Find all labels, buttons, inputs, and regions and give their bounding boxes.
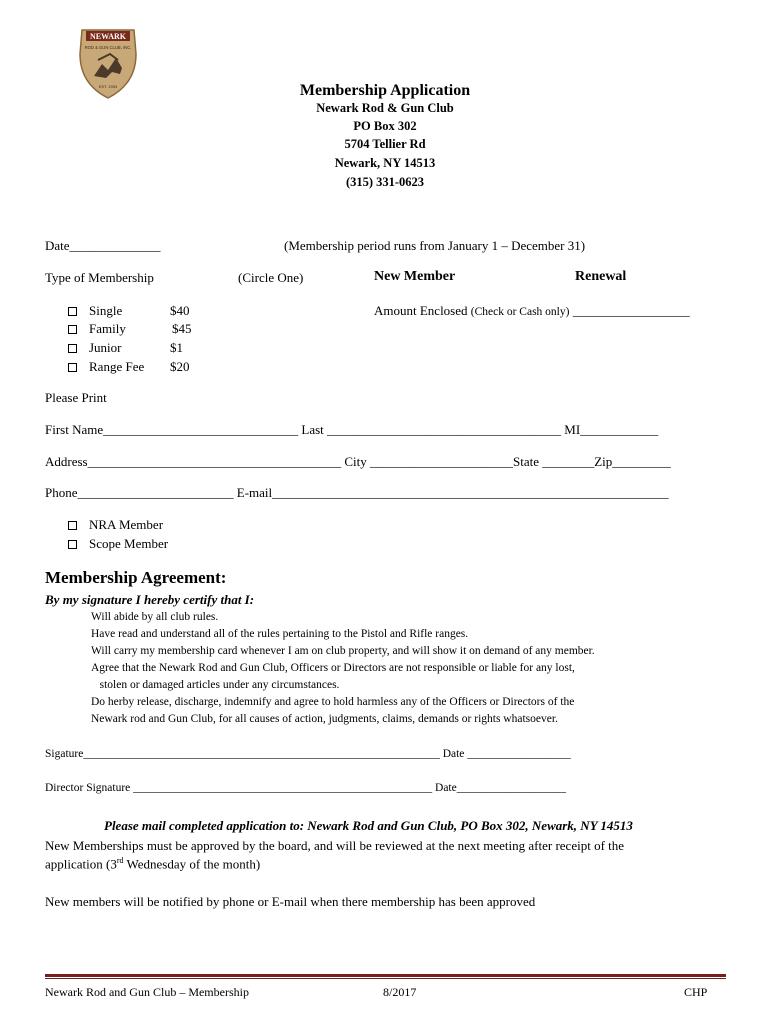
- address-line[interactable]: Address_______________________________________ City ______________________State ________Zip_________: [45, 454, 671, 469]
- agreement-line: Have read and understand all of the rules pertaining to the Pistol and Rifle ranges.: [91, 628, 469, 640]
- footer-date: 8/2017: [383, 985, 417, 999]
- checkbox-icon[interactable]: [68, 363, 77, 372]
- renewal-option[interactable]: Renewal: [575, 269, 627, 284]
- checkbox-icon[interactable]: [68, 344, 77, 353]
- phone-email-line[interactable]: Phone________________________ E-mail_____________________________________________________________: [45, 485, 669, 500]
- amount-enclosed[interactable]: Amount Enclosed (Check or Cash only) __________________: [374, 303, 690, 318]
- notification-note: New members will be notified by phone or E-mail when there membership has been approved: [45, 894, 536, 909]
- director-signature-line[interactable]: Director Signature ____________________________________________________ Date___________________: [45, 782, 566, 794]
- checkbox-icon[interactable]: [68, 307, 77, 316]
- signature-line[interactable]: Sigature______________________________________________________________ Date __________________: [45, 748, 571, 760]
- option-range-fee[interactable]: Range Fee: [68, 359, 144, 375]
- option-single[interactable]: Single: [68, 303, 122, 319]
- footer-right: CHP: [684, 985, 708, 999]
- new-member-option[interactable]: New Member: [374, 269, 456, 284]
- please-print-label: Please Print: [45, 390, 107, 405]
- agreement-line: Newark rod and Gun Club, for all causes of action, judgments, claims, demands or rights whatsoever.: [91, 713, 558, 725]
- footer-divider-thin: [45, 978, 726, 979]
- agreement-line: Will carry my membership card whenever I am on club property, and will show it on demand of any member.: [91, 645, 595, 657]
- logo-bottom: EST. 1953: [98, 84, 118, 89]
- logo-subtext: ROD & GUN CLUB, INC.: [84, 45, 132, 50]
- club-city: Newark, NY 14513: [334, 156, 436, 170]
- option-junior[interactable]: Junior: [68, 340, 122, 356]
- agreement-intro: By my signature I hereby certify that I:: [45, 592, 255, 607]
- option-nra-member[interactable]: NRA Member: [68, 517, 163, 533]
- checkbox-icon[interactable]: [68, 325, 77, 334]
- checkbox-icon[interactable]: [68, 521, 77, 530]
- club-po-box: PO Box 302: [353, 119, 417, 133]
- agreement-line: Will abide by all club rules.: [91, 611, 219, 623]
- circle-one-note: (Circle One): [238, 270, 304, 285]
- club-name: Newark Rod & Gun Club: [316, 101, 454, 115]
- footer-left: Newark Rod and Gun Club – Membership: [45, 985, 249, 999]
- agreement-line: stolen or damaged articles under any circumstances.: [91, 679, 340, 691]
- option-family[interactable]: Family: [68, 321, 126, 337]
- agreement-line: Agree that the Newark Rod and Gun Club, Officers or Directors are not responsible or liable for any lost,: [91, 662, 575, 674]
- agreement-line: Do herby release, discharge, indemnify and agree to hold harmless any of the Officers or Directors of the: [91, 696, 575, 708]
- agreement-heading: Membership Agreement:: [45, 568, 227, 587]
- price-junior: $1: [170, 340, 183, 355]
- page-title: Membership Application: [299, 82, 471, 99]
- mail-instruction: Please mail completed application to: Newark Rod and Gun Club, PO Box 302, Newark, NY 14513: [104, 818, 633, 833]
- price-single: $40: [170, 303, 190, 318]
- price-family: $45: [172, 321, 192, 336]
- option-scope-member[interactable]: Scope Member: [68, 536, 168, 552]
- date-field[interactable]: Date______________: [45, 238, 161, 253]
- checkbox-icon[interactable]: [68, 540, 77, 549]
- footer-divider: [45, 974, 726, 977]
- membership-type-label: Type of Membership: [45, 270, 154, 285]
- approval-note: New Memberships must be approved by the board, and will be reviewed at the next meeting after receipt of the: [45, 838, 625, 853]
- club-street: 5704 Tellier Rd: [344, 137, 426, 151]
- approval-note-continued: application (3rd Wednesday of the month): [45, 856, 261, 872]
- logo-text: NEWARK: [89, 32, 127, 41]
- name-line[interactable]: First Name______________________________ Last ____________________________________ MI____________: [45, 422, 659, 437]
- club-phone: (315) 331-0623: [345, 175, 425, 189]
- membership-period-note: (Membership period runs from January 1 – December 31): [284, 238, 586, 253]
- price-range-fee: $20: [170, 359, 190, 374]
